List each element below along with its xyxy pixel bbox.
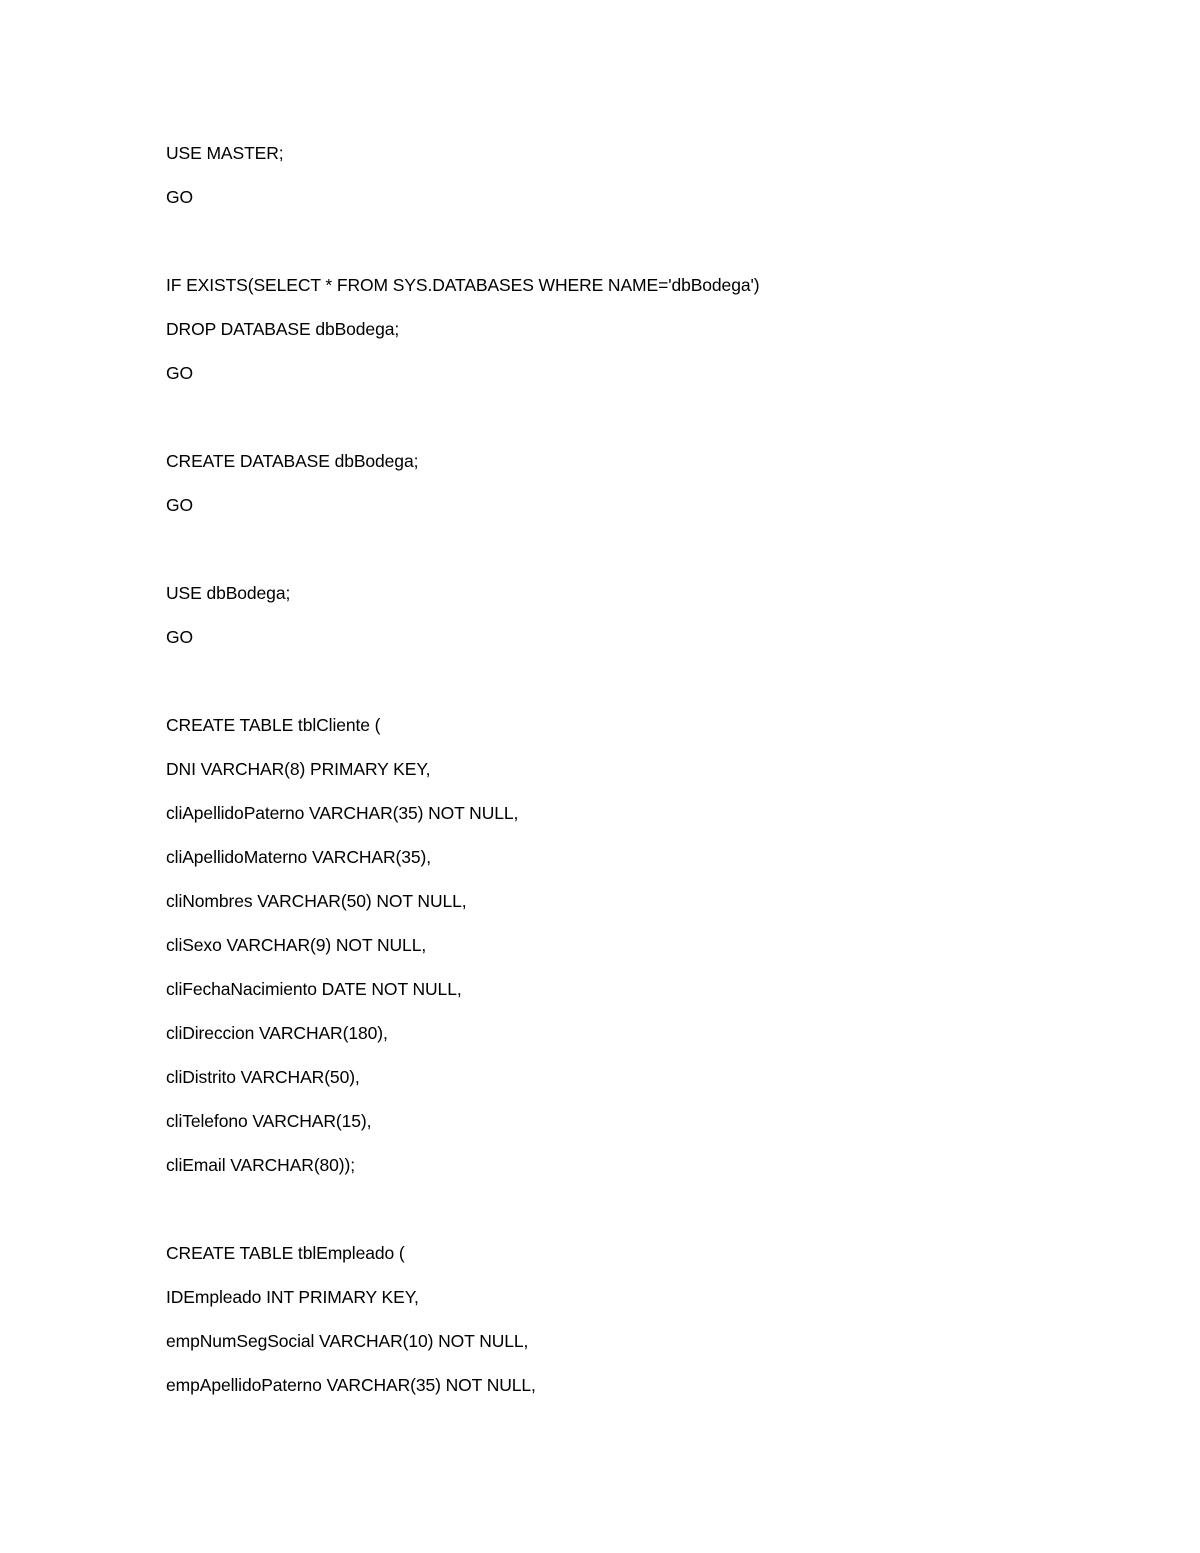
code-line: CREATE TABLE tblCliente ( bbox=[166, 715, 381, 735]
blank-line bbox=[166, 230, 1066, 274]
use-database-block bbox=[166, 582, 1066, 670]
blank-line bbox=[166, 406, 1066, 450]
use-master-block bbox=[166, 142, 1066, 230]
code-line: IF EXISTS(SELECT * FROM SYS.DATABASES WHERE NAME='dbBodega') bbox=[166, 275, 760, 295]
code-line: empNumSegSocial VARCHAR(10) NOT NULL, bbox=[166, 1331, 529, 1351]
code-line: CREATE TABLE tblEmpleado ( bbox=[166, 1243, 405, 1263]
code-line: cliDistrito VARCHAR(50), bbox=[166, 1067, 360, 1087]
code-line: USE MASTER; bbox=[166, 143, 284, 163]
create-table-empleado-block bbox=[166, 1242, 1066, 1418]
code-line: empApellidoPaterno VARCHAR(35) NOT NULL, bbox=[166, 1375, 536, 1395]
code-line: cliDireccion VARCHAR(180), bbox=[166, 1023, 388, 1043]
code-line: DNI VARCHAR(8) PRIMARY KEY, bbox=[166, 759, 431, 779]
create-database-block bbox=[166, 450, 1066, 538]
code-line: cliApellidoPaterno VARCHAR(35) NOT NULL, bbox=[166, 803, 519, 823]
create-table-cliente-block bbox=[166, 714, 1066, 1198]
code-line: cliFechaNacimiento DATE NOT NULL, bbox=[166, 979, 462, 999]
code-line: cliTelefono VARCHAR(15), bbox=[166, 1111, 372, 1131]
code-line: cliEmail VARCHAR(80)); bbox=[166, 1155, 356, 1175]
code-line: cliNombres VARCHAR(50) NOT NULL, bbox=[166, 891, 467, 911]
blank-line bbox=[166, 538, 1066, 582]
code-line: GO bbox=[166, 187, 194, 207]
code-line: IDEmpleado INT PRIMARY KEY, bbox=[166, 1287, 419, 1307]
code-line: GO bbox=[166, 363, 194, 383]
code-line: DROP DATABASE dbBodega; bbox=[166, 319, 400, 339]
blank-line bbox=[166, 670, 1066, 714]
blank-line bbox=[166, 1198, 1066, 1242]
code-line: CREATE DATABASE dbBodega; bbox=[166, 451, 419, 471]
sql-script bbox=[166, 142, 1066, 1418]
code-line: cliSexo VARCHAR(9) NOT NULL, bbox=[166, 935, 427, 955]
code-line: cliApellidoMaterno VARCHAR(35), bbox=[166, 847, 432, 867]
drop-database-block bbox=[166, 274, 1066, 406]
code-line: GO bbox=[166, 495, 194, 515]
code-line: GO bbox=[166, 627, 194, 647]
code-line: USE dbBodega; bbox=[166, 583, 291, 603]
